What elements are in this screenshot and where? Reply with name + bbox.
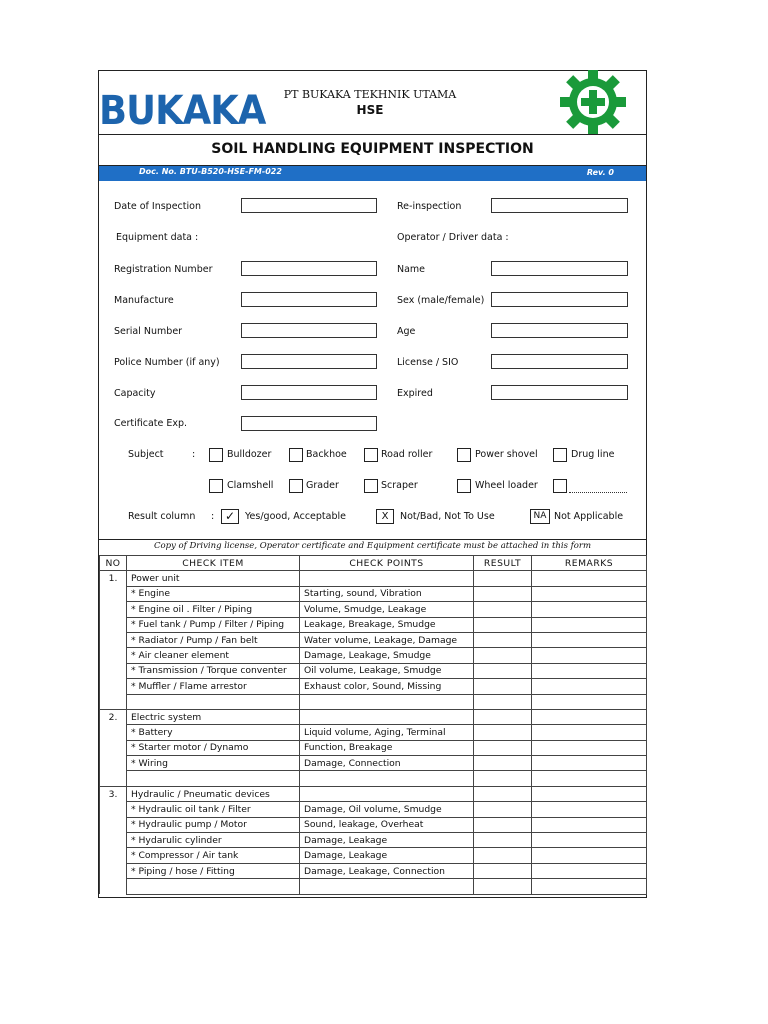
remarks-cell[interactable]: [532, 632, 647, 647]
row-number: [100, 833, 127, 848]
remarks-cell[interactable]: [532, 771, 647, 786]
check-points-cell: [300, 694, 474, 709]
row-number: [100, 740, 127, 755]
check-points-cell: Damage, Leakage, Smudge: [300, 648, 474, 663]
table-row: [100, 632, 647, 647]
power-shovel-label: Power shovel: [475, 449, 538, 460]
check-item-cell: * Compressor / Air tank: [127, 848, 300, 863]
result-cell[interactable]: [474, 571, 532, 586]
header-divider: [98, 134, 647, 135]
table-row: [100, 586, 647, 601]
drug-line-label: Drug line: [571, 449, 615, 460]
remarks-cell[interactable]: [532, 663, 647, 678]
header-result: RESULT: [474, 556, 532, 571]
result-cell[interactable]: [474, 679, 532, 694]
check-points-cell: [300, 786, 474, 801]
row-number: [100, 725, 127, 740]
table-header-row: [100, 556, 647, 571]
attachment-note: Copy of Driving license, Operator certificate and Equipment certificate must be attached in this form: [153, 541, 592, 551]
check-points-cell: Damage, Leakage, Connection: [300, 863, 474, 878]
company-logo: BUKAKA: [99, 88, 266, 134]
table-row: [100, 725, 647, 740]
clamshell-label: Clamshell: [227, 480, 274, 491]
remarks-cell[interactable]: [532, 833, 647, 848]
section-row: [100, 786, 647, 801]
remarks-cell[interactable]: [532, 709, 647, 724]
check-item-cell: * Hydraulic oil tank / Filter: [127, 802, 300, 817]
check-item-cell: * Piping / hose / Fitting: [127, 863, 300, 878]
power-shovel-checkbox[interactable]: [457, 448, 471, 462]
remarks-cell[interactable]: [532, 786, 647, 801]
check-item-cell: [127, 694, 300, 709]
table-row: [100, 694, 647, 709]
backhoe-checkbox[interactable]: [289, 448, 303, 462]
result-cell[interactable]: [474, 786, 532, 801]
wheel-loader-label: Wheel loader: [475, 480, 538, 491]
other-subject-line[interactable]: [569, 492, 627, 493]
remarks-cell[interactable]: [532, 756, 647, 771]
result-cell[interactable]: [474, 632, 532, 647]
grader-label: Grader: [306, 480, 339, 491]
table-row: [100, 879, 647, 894]
operator-data-heading: Operator / Driver data :: [397, 232, 509, 243]
result-cell[interactable]: [474, 663, 532, 678]
result-cell[interactable]: [474, 740, 532, 755]
check-points-cell: Starting, sound, Vibration: [300, 586, 474, 601]
row-number: 1.: [100, 571, 127, 586]
table-row: [100, 771, 647, 786]
re-inspection-field[interactable]: [491, 198, 628, 213]
header-check-item: CHECK ITEM: [127, 556, 300, 571]
check-points-cell: [300, 709, 474, 724]
result-cell[interactable]: [474, 848, 532, 863]
certificate-exp-label: Certificate Exp.: [114, 418, 188, 429]
remarks-cell[interactable]: [532, 817, 647, 832]
result-cell[interactable]: [474, 879, 532, 894]
row-number: [100, 863, 127, 878]
scraper-checkbox[interactable]: [364, 479, 378, 493]
check-points-cell: [300, 571, 474, 586]
remarks-cell[interactable]: [532, 725, 647, 740]
check-item-cell: Electric system: [127, 709, 300, 724]
check-points-cell: [300, 879, 474, 894]
table-row: [100, 863, 647, 878]
result-cell[interactable]: [474, 617, 532, 632]
safety-gear-icon: [556, 70, 630, 134]
check-points-cell: Water volume, Leakage, Damage: [300, 632, 474, 647]
check-item-cell: Hydraulic / Pneumatic devices: [127, 786, 300, 801]
check-points-cell: [300, 771, 474, 786]
equipment-data-heading: Equipment data :: [116, 232, 199, 243]
result-colon: :: [211, 511, 215, 522]
check-item-cell: [127, 771, 300, 786]
sex-label: Sex (male/female): [397, 295, 485, 306]
section-row: [100, 709, 647, 724]
check-item-cell: * Battery: [127, 725, 300, 740]
table-row: [100, 663, 647, 678]
row-number: [100, 617, 127, 632]
remarks-cell[interactable]: [532, 617, 647, 632]
table-row: [100, 602, 647, 617]
table-row: [100, 756, 647, 771]
row-number: 2.: [100, 709, 127, 724]
remarks-cell[interactable]: [532, 571, 647, 586]
header-no: NO: [100, 556, 127, 571]
result-cell[interactable]: [474, 586, 532, 601]
check-points-cell: Damage, Connection: [300, 756, 474, 771]
result-cell[interactable]: [474, 833, 532, 848]
doc-number: Doc. No. BTU-B520-HSE-FM-022: [139, 167, 282, 176]
check-item-cell: * Starter motor / Dynamo: [127, 740, 300, 755]
remarks-cell[interactable]: [532, 848, 647, 863]
result-cell[interactable]: [474, 602, 532, 617]
check-points-cell: Damage, Leakage: [300, 833, 474, 848]
table-row: [100, 740, 647, 755]
row-number: [100, 694, 127, 709]
table-row: [100, 679, 647, 694]
road-roller-checkbox[interactable]: [364, 448, 378, 462]
check-mark-icon: ✓: [221, 509, 239, 524]
remarks-cell[interactable]: [532, 879, 647, 894]
check-item-cell: * Transmission / Torque conventer: [127, 663, 300, 678]
certificate-exp-field[interactable]: [241, 416, 377, 431]
header-check-points: CHECK POINTS: [300, 556, 474, 571]
row-number: [100, 802, 127, 817]
row-number: [100, 879, 127, 894]
clamshell-checkbox[interactable]: [209, 479, 223, 493]
bulldozer-checkbox[interactable]: [209, 448, 223, 462]
result-cell[interactable]: [474, 694, 532, 709]
check-item-cell: * Muffler / Flame arrestor: [127, 679, 300, 694]
row-number: [100, 648, 127, 663]
remarks-cell[interactable]: [532, 602, 647, 617]
check-points-cell: Leakage, Breakage, Smudge: [300, 617, 474, 632]
row-number: [100, 586, 127, 601]
backhoe-label: Backhoe: [306, 449, 347, 460]
result-no-label: Not/Bad, Not To Use: [400, 511, 495, 522]
scraper-label: Scraper: [381, 480, 418, 491]
row-number: 3.: [100, 786, 127, 801]
manufacture-field[interactable]: [241, 292, 377, 307]
other-checkbox[interactable]: [553, 479, 567, 493]
expired-field[interactable]: [491, 385, 628, 400]
serial-number-field[interactable]: [241, 323, 377, 338]
result-cell[interactable]: [474, 863, 532, 878]
department-label: HSE: [356, 103, 384, 117]
result-cell[interactable]: [474, 648, 532, 663]
row-number: [100, 848, 127, 863]
check-item-cell: * Engine oil . Filter / Piping: [127, 602, 300, 617]
table-row: [100, 848, 647, 863]
remarks-cell[interactable]: [532, 586, 647, 601]
check-item-cell: * Radiator / Pump / Fan belt: [127, 632, 300, 647]
road-roller-label: Road roller: [381, 449, 433, 460]
row-number: [100, 817, 127, 832]
result-na-label: Not Applicable: [554, 511, 624, 522]
form-title: SOIL HANDLING EQUIPMENT INSPECTION: [211, 141, 534, 157]
result-cell[interactable]: [474, 709, 532, 724]
check-item-cell: * Hydarulic cylinder: [127, 833, 300, 848]
table-row: [100, 817, 647, 832]
result-cell[interactable]: [474, 802, 532, 817]
revision: Rev. 0: [586, 168, 614, 177]
police-number-field[interactable]: [241, 354, 377, 369]
check-item-cell: [127, 879, 300, 894]
result-cell[interactable]: [474, 771, 532, 786]
row-number: [100, 602, 127, 617]
row-number: [100, 771, 127, 786]
remarks-cell[interactable]: [532, 679, 647, 694]
inspection-table: [99, 555, 647, 895]
registration-number-field[interactable]: [241, 261, 377, 276]
manufacture-label: Manufacture: [114, 295, 174, 306]
note-top-line: [98, 539, 647, 540]
check-item-cell: Power unit: [127, 571, 300, 586]
capacity-field[interactable]: [241, 385, 377, 400]
date-of-inspection-field[interactable]: [241, 198, 377, 213]
table-row: [100, 802, 647, 817]
table-row: [100, 648, 647, 663]
result-cell[interactable]: [474, 817, 532, 832]
license-label: License / SIO: [397, 357, 459, 368]
remarks-cell[interactable]: [532, 648, 647, 663]
check-item-cell: * Wiring: [127, 756, 300, 771]
result-cell[interactable]: [474, 756, 532, 771]
check-points-cell: Liquid volume, Aging, Terminal: [300, 725, 474, 740]
check-item-cell: * Engine: [127, 586, 300, 601]
age-label: Age: [397, 326, 416, 337]
name-label: Name: [397, 264, 426, 275]
police-number-label: Police Number (if any): [114, 357, 220, 368]
wheel-loader-checkbox[interactable]: [457, 479, 471, 493]
sex-field[interactable]: [491, 292, 628, 307]
section-row: [100, 571, 647, 586]
result-column-label: Result column: [128, 511, 196, 522]
company-name: PT BUKAKA TEKHNIK UTAMA: [283, 88, 457, 101]
result-yes-label: Yes/good, Acceptable: [245, 511, 346, 522]
na-mark-icon: NA: [530, 509, 550, 524]
table-row: [100, 617, 647, 632]
table-row: [100, 833, 647, 848]
row-number: [100, 632, 127, 647]
remarks-cell[interactable]: [532, 694, 647, 709]
name-field[interactable]: [491, 261, 628, 276]
x-mark-icon: X: [376, 509, 394, 524]
check-points-cell: Function, Breakage: [300, 740, 474, 755]
drug-line-checkbox[interactable]: [553, 448, 567, 462]
serial-number-label: Serial Number: [114, 326, 183, 337]
check-points-cell: Oil volume, Leakage, Smudge: [300, 663, 474, 678]
check-points-cell: Volume, Smudge, Leakage: [300, 602, 474, 617]
expired-label: Expired: [397, 388, 433, 399]
row-number: [100, 663, 127, 678]
bulldozer-label: Bulldozer: [227, 449, 272, 460]
check-points-cell: Damage, Leakage: [300, 848, 474, 863]
check-item-cell: * Hydraulic pump / Motor: [127, 817, 300, 832]
remarks-cell[interactable]: [532, 863, 647, 878]
registration-number-label: Registration Number: [114, 264, 213, 275]
check-points-cell: Exhaust color, Sound, Missing: [300, 679, 474, 694]
subject-label: Subject: [128, 449, 164, 460]
subject-colon: :: [192, 449, 196, 460]
age-field[interactable]: [491, 323, 628, 338]
remarks-cell[interactable]: [532, 802, 647, 817]
re-inspection-label: Re-inspection: [397, 201, 462, 212]
header-remarks: REMARKS: [532, 556, 647, 571]
result-cell[interactable]: [474, 725, 532, 740]
row-number: [100, 756, 127, 771]
check-item-cell: * Air cleaner element: [127, 648, 300, 663]
capacity-label: Capacity: [114, 388, 156, 399]
remarks-cell[interactable]: [532, 740, 647, 755]
check-item-cell: * Fuel tank / Pump / Filter / Piping: [127, 617, 300, 632]
check-points-cell: Sound, leakage, Overheat: [300, 817, 474, 832]
row-number: [100, 679, 127, 694]
check-points-cell: Damage, Oil volume, Smudge: [300, 802, 474, 817]
doc-number-bar: [99, 166, 646, 181]
grader-checkbox[interactable]: [289, 479, 303, 493]
date-of-inspection-label: Date of Inspection: [114, 201, 201, 212]
license-field[interactable]: [491, 354, 628, 369]
